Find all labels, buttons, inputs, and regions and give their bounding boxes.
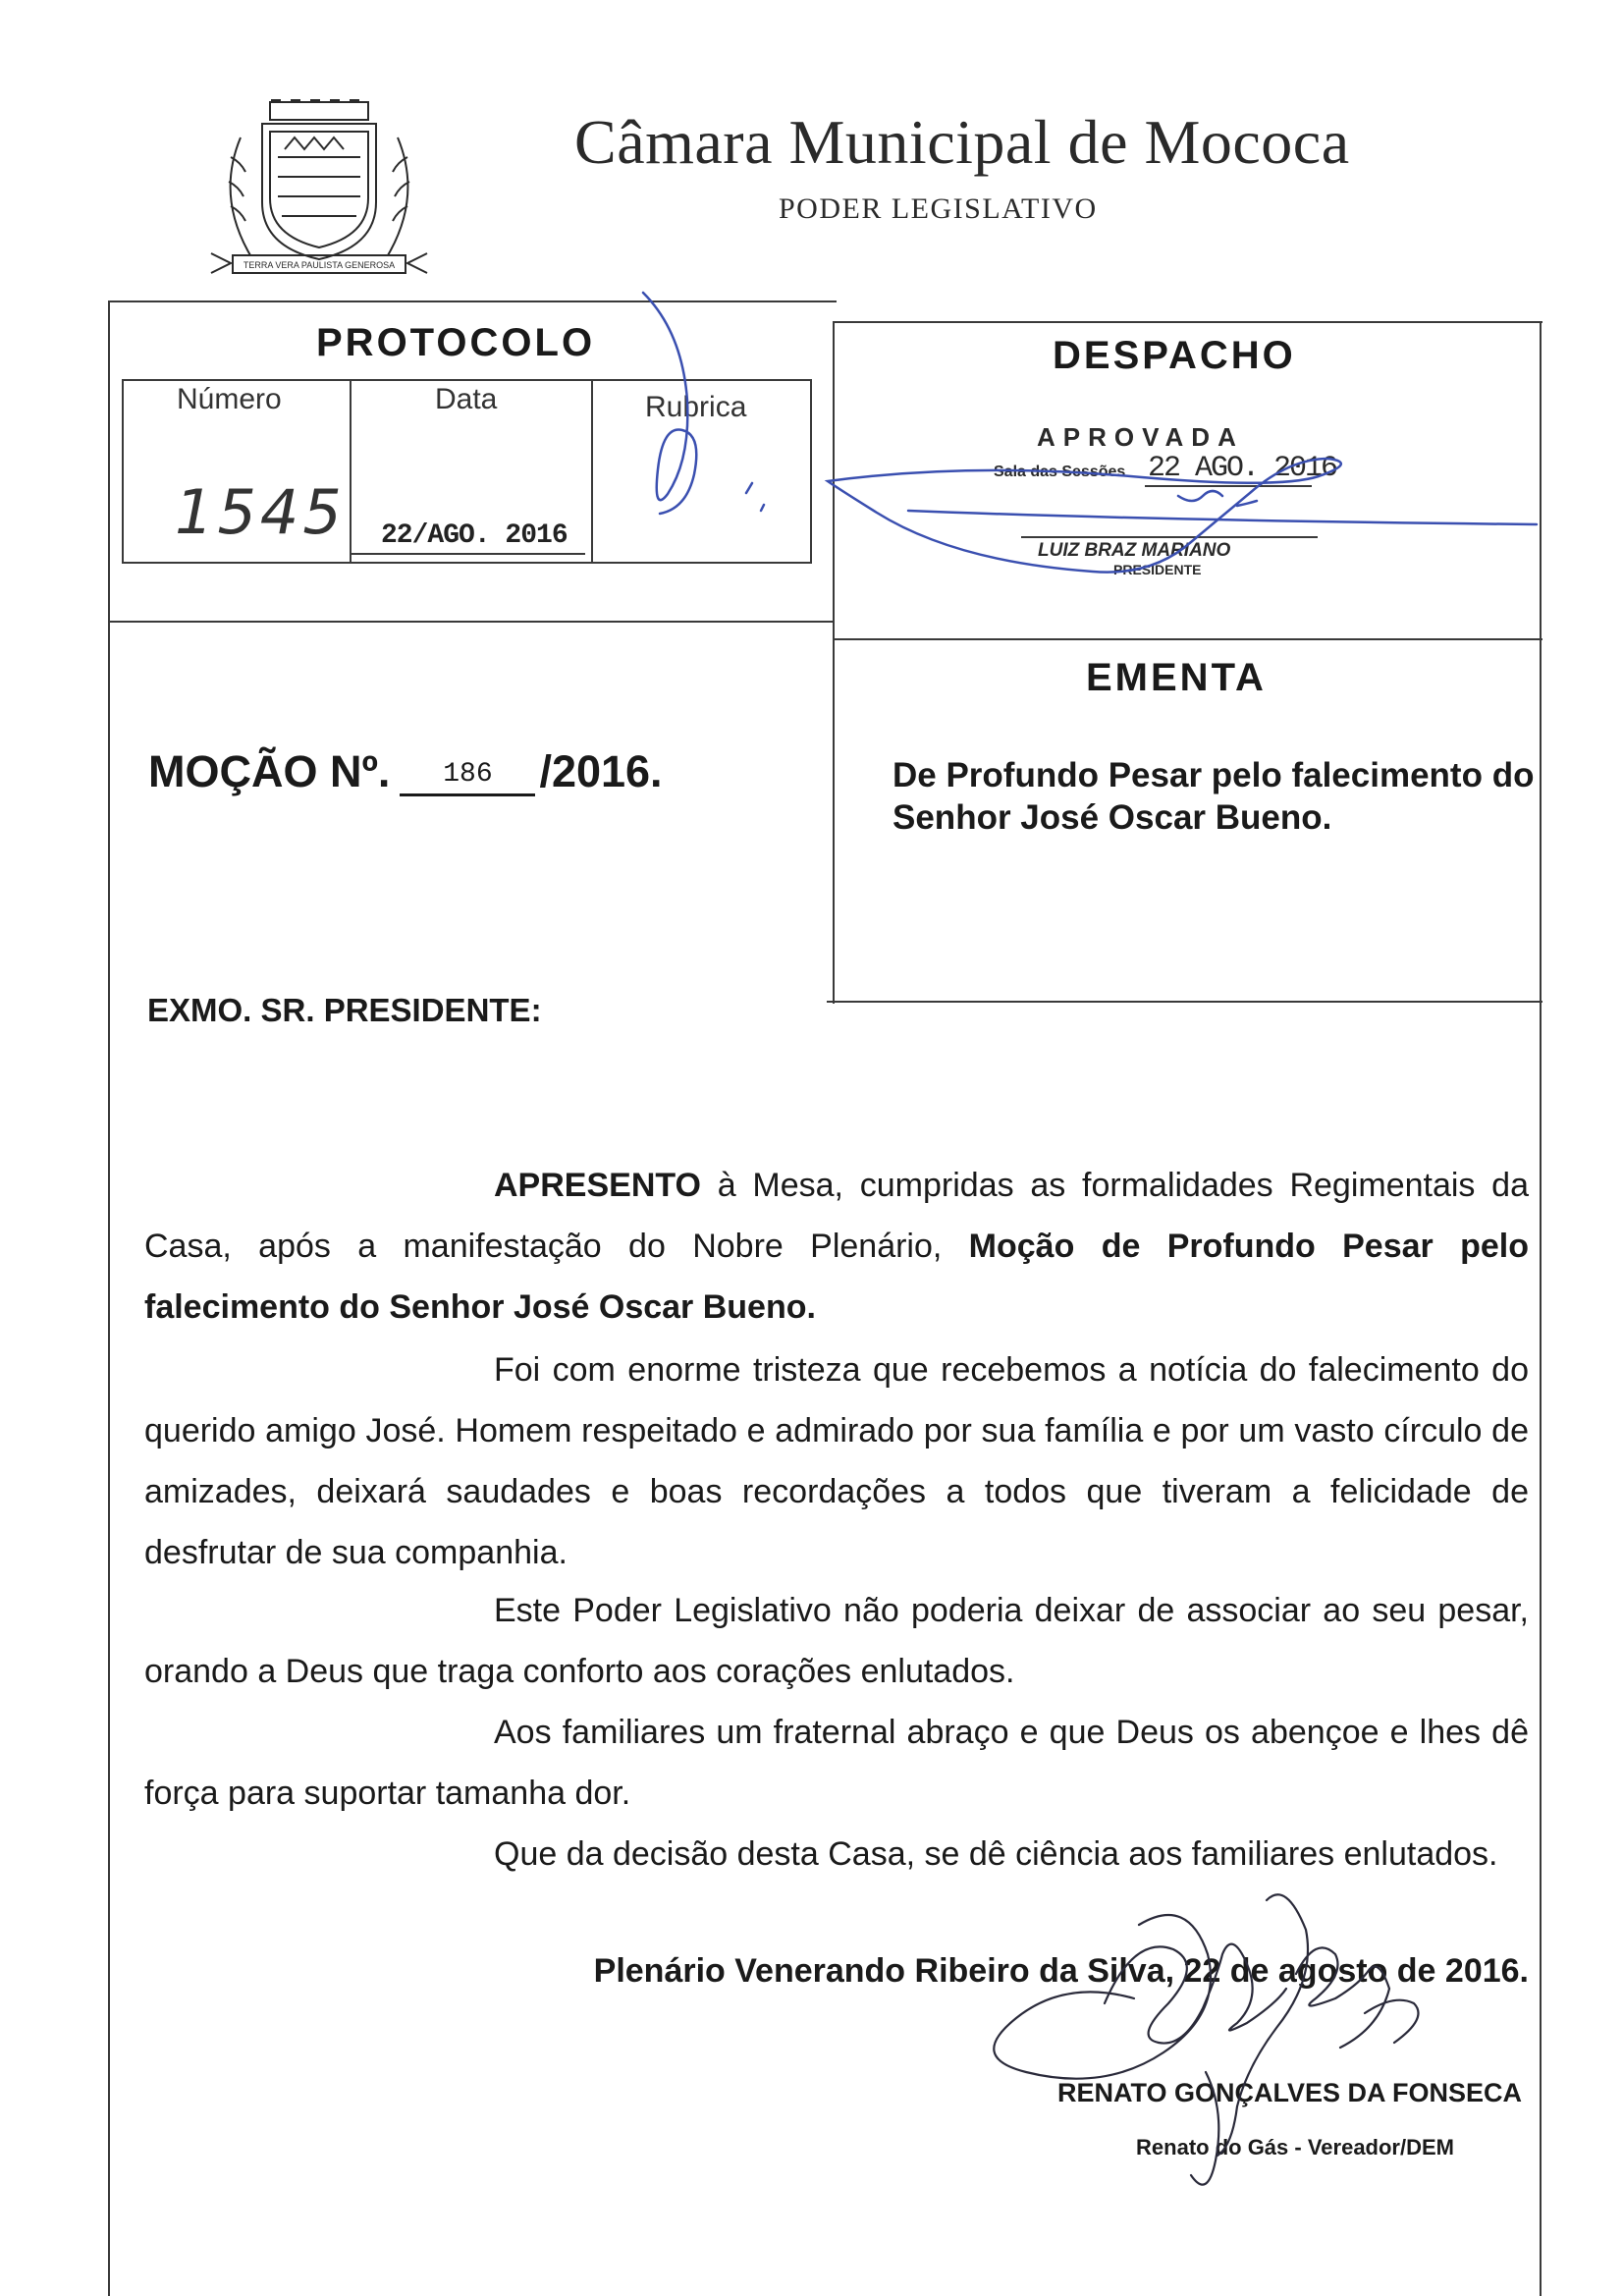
stamp-signer-role: PRESIDENTE: [1113, 562, 1202, 577]
body-paragraph-3: [144, 1580, 1529, 1702]
col-numero-label: Número: [177, 383, 282, 415]
mocao-heading: [148, 746, 663, 797]
stamp-signer: LUIZ BRAZ MARIANO: [1038, 540, 1231, 561]
ementa-text: De Profundo Pesar pelo falecimento do Senhor José Oscar Bueno.: [893, 756, 1535, 837]
frame-row-divider-right: [833, 638, 1542, 640]
protocolo-date-value: 22/AGO. 2016: [381, 520, 568, 551]
mocao-suffix: /2016.: [539, 746, 663, 796]
stamp-date-underline: [1145, 485, 1312, 487]
p1-bold: Moção de Profundo Pesar pelo falecimento do Senhor José Oscar Bueno.: [144, 1228, 1529, 1326]
stamp-signature-line: [1021, 536, 1318, 538]
body-paragraph-4: [144, 1702, 1529, 1824]
mocao-number: 186: [400, 759, 535, 796]
institution-title: Câmara Municipal de Mococa: [574, 107, 1350, 177]
stamp-session-label: Sala das Sessões: [994, 464, 1126, 480]
salutation: EXMO. SR. PRESIDENTE:: [147, 992, 542, 1028]
col-data-label: Data: [435, 383, 498, 415]
body-paragraph-5: [144, 1824, 1529, 1885]
branch-subtitle: PODER LEGISLATIVO: [779, 192, 1098, 225]
ementa-title: EMENTA: [1086, 656, 1267, 699]
frame-bottom-right-box: [827, 1001, 1542, 1003]
p1-text: à Mesa, cumpridas as formalidades Regimentais da Casa, após a manifestação do Nobre Plenário,: [144, 1167, 1529, 1265]
frame-top-left: [108, 301, 837, 302]
signature-name: RENATO GONÇALVES DA FONSECA: [1056, 2078, 1522, 2107]
despacho-title: DESPACHO: [1053, 334, 1296, 377]
p4-text: Aos familiares um fraternal abraço e que Deus os abençoe e lhes dê força para suportar tamanha dor.: [144, 1714, 1529, 1812]
frame-top-right: [833, 321, 1542, 323]
stamp-date: 22 AGO. 2016: [1148, 452, 1337, 485]
crest-motto: TERRA VERA PAULISTA GENEROSA: [243, 260, 396, 270]
p2-text: Foi com enorme tristeza que recebemos a notícia do falecimento do querido amigo José. Homem respeitado e admirado por sua família e por um vasto círculo de amizades, deixará saudades e boas recordações a todos que tiveram a felicidade de desfrutar de sua companhia.: [144, 1351, 1529, 1571]
body-paragraph-2: [144, 1339, 1529, 1583]
protocolo-number-value: 1545: [175, 476, 346, 548]
protocolo-title: PROTOCOLO: [316, 321, 596, 364]
col-rubrica-label: Rubrica: [645, 391, 747, 423]
protocolo-date-underline: [350, 553, 585, 555]
mocao-prefix: MOÇÃO Nº.: [148, 746, 391, 796]
p5-text: Que da decisão desta Casa, se dê ciência aos familiares enlutados.: [494, 1835, 1498, 1873]
frame-row-divider-left: [108, 621, 835, 623]
frame-right: [1540, 321, 1542, 2296]
body-paragraph-1: [144, 1155, 1529, 1338]
frame-middle-divider: [833, 321, 835, 1004]
signature-place-date: Plenário Venerando Ribeiro da Silva, 22 de agosto de 2016.: [593, 1952, 1529, 1990]
signature-role: Renato do Gás - Vereador/DEM: [1136, 2135, 1454, 2159]
p3-text: Este Poder Legislativo não poderia deixar de associar ao seu pesar, orando a Deus que traga conforto aos corações enlutados.: [144, 1592, 1529, 1690]
stamp-status: APROVADA: [1037, 422, 1244, 452]
crest-icon: [201, 98, 437, 280]
frame-left: [108, 301, 110, 2296]
p1-lead: APRESENTO: [494, 1167, 701, 1204]
